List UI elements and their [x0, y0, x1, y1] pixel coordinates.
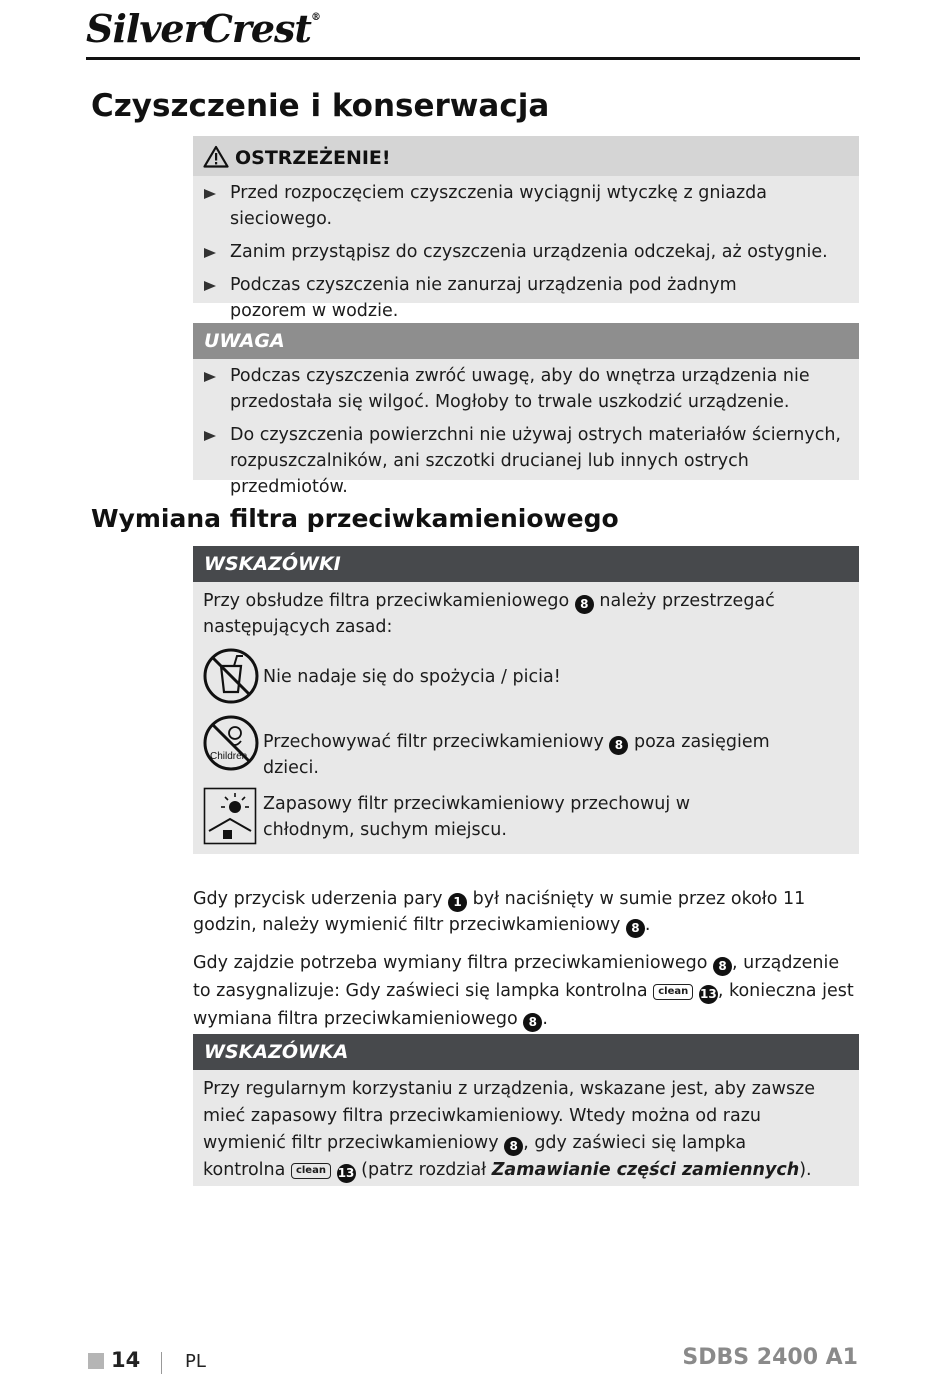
notice-header: UWAGA	[193, 323, 859, 359]
language-code: PL	[185, 1351, 206, 1372]
section-title-filter: Wymiana filtra przeciwkamieniowego	[91, 504, 619, 533]
tip-text: Przy regularnym korzystaniu z urządzenia, wskazane jest, aby zawsze mieć zapasowy filtra przeciwkamieniowy. Wtedy można od razu wymienić filtr przeciwkamieniowy 8 , gdy zaświeci się lampka kontrolna clean 13 (patrz rozdział Zamawianie części zamiennych).	[203, 1076, 833, 1184]
footer-separator	[161, 1352, 162, 1374]
clean-lamp-icon: clean	[653, 984, 693, 1000]
store-cool-dry-icon	[203, 787, 257, 845]
section-title-cleaning: Czyszczenie i konserwacja	[91, 88, 550, 124]
tip-box	[193, 1034, 859, 1186]
notice-box	[193, 323, 859, 497]
tips-box: WSKAZÓWKI Przy obsłudze filtra przeciwkamieniowego 8 należy przestrzegać następujących zasad: Nie nadaje się do spożycia / picia! Children Przechowywać filtr przeciwkamieniowy 8 poza zasięgiem dzieci. Zapasowy filtr przeciwkamieniowy przechowuj w chłodnym, suchym miejscu.	[193, 546, 859, 854]
brand-logo: SilverCrest®	[86, 6, 320, 51]
ref-filter-badge: 8	[575, 595, 594, 614]
tip-header: WSKAZÓWKA	[193, 1034, 859, 1070]
warning-item: Zanim przystąpisz do czyszczenia urządzenia odczekaj, aż ostygnie.	[204, 239, 847, 265]
svg-text:Children: Children	[210, 751, 248, 762]
page-number: 14	[111, 1348, 141, 1372]
no-drinking-icon	[203, 648, 259, 704]
notice-item: Podczas czyszczenia zwróć uwagę, aby do wnętrza urządzenia nie przedostała się wilgoć. Mogłoby to trwale uszkodzić urządzenie.	[204, 363, 847, 415]
model-number: SDBS 2400 A1	[682, 1345, 858, 1370]
paragraph-lamp-signal: Gdy zajdzie potrzeba wymiany filtra przeciwkamieniowego 8 , urządzenie to zasygnalizuje: Gdy zaświeci się lampka kontrolna clean 13, konieczna jest wymiana filtra przeciwkamieniowego 8 .	[193, 949, 859, 1033]
notice-item: Do czyszczenia powierzchni nie używaj ostrych materiałów ściernych, rozpuszczalników, ani szczotki drucianej lub innych ostrych przedmiotów.	[204, 422, 847, 500]
ref-lamp-badge: 13	[337, 1164, 356, 1183]
header-rule	[86, 57, 860, 60]
warning-header	[193, 136, 859, 176]
warning-item: Podczas czyszczenia nie zanurzaj urządzenia pod żadnym pozorem w wodzie.	[204, 272, 800, 324]
warning-box	[193, 136, 859, 321]
clean-lamp-icon: clean	[291, 1163, 331, 1179]
warning-triangle-icon	[203, 145, 229, 168]
warning-item: Przed rozpoczęciem czyszczenia wyciągnij wtyczkę z gniazda sieciowego.	[204, 180, 847, 232]
warning-label: OSTRZEŻENIE!	[235, 147, 391, 169]
ref-filter-badge: 8	[523, 1013, 542, 1032]
ref-filter-badge: 8	[609, 736, 628, 755]
paragraph-replace-after-hours: Gdy przycisk uderzenia pary 1 był naciśnięty w sumie przez około 11 godzin, należy wymienić filtr przeciwkamieniowy 8 .	[193, 886, 859, 938]
ref-filter-badge: 8	[626, 919, 645, 938]
ref-lamp-badge: 13	[699, 985, 718, 1004]
ref-filter-badge: 8	[504, 1137, 523, 1156]
tips-intro: Przy obsłudze filtra przeciwkamieniowego 8 należy przestrzegać następujących zasad:	[203, 591, 775, 637]
tips-header: WSKAZÓWKI	[193, 546, 859, 582]
footer-marker	[88, 1353, 104, 1369]
chapter-reference: Zamawianie części zamiennych	[491, 1160, 800, 1180]
ref-filter-badge: 8	[713, 957, 732, 976]
keep-away-from-children-icon	[203, 715, 259, 771]
ref-steam-button-badge: 1	[448, 893, 467, 912]
